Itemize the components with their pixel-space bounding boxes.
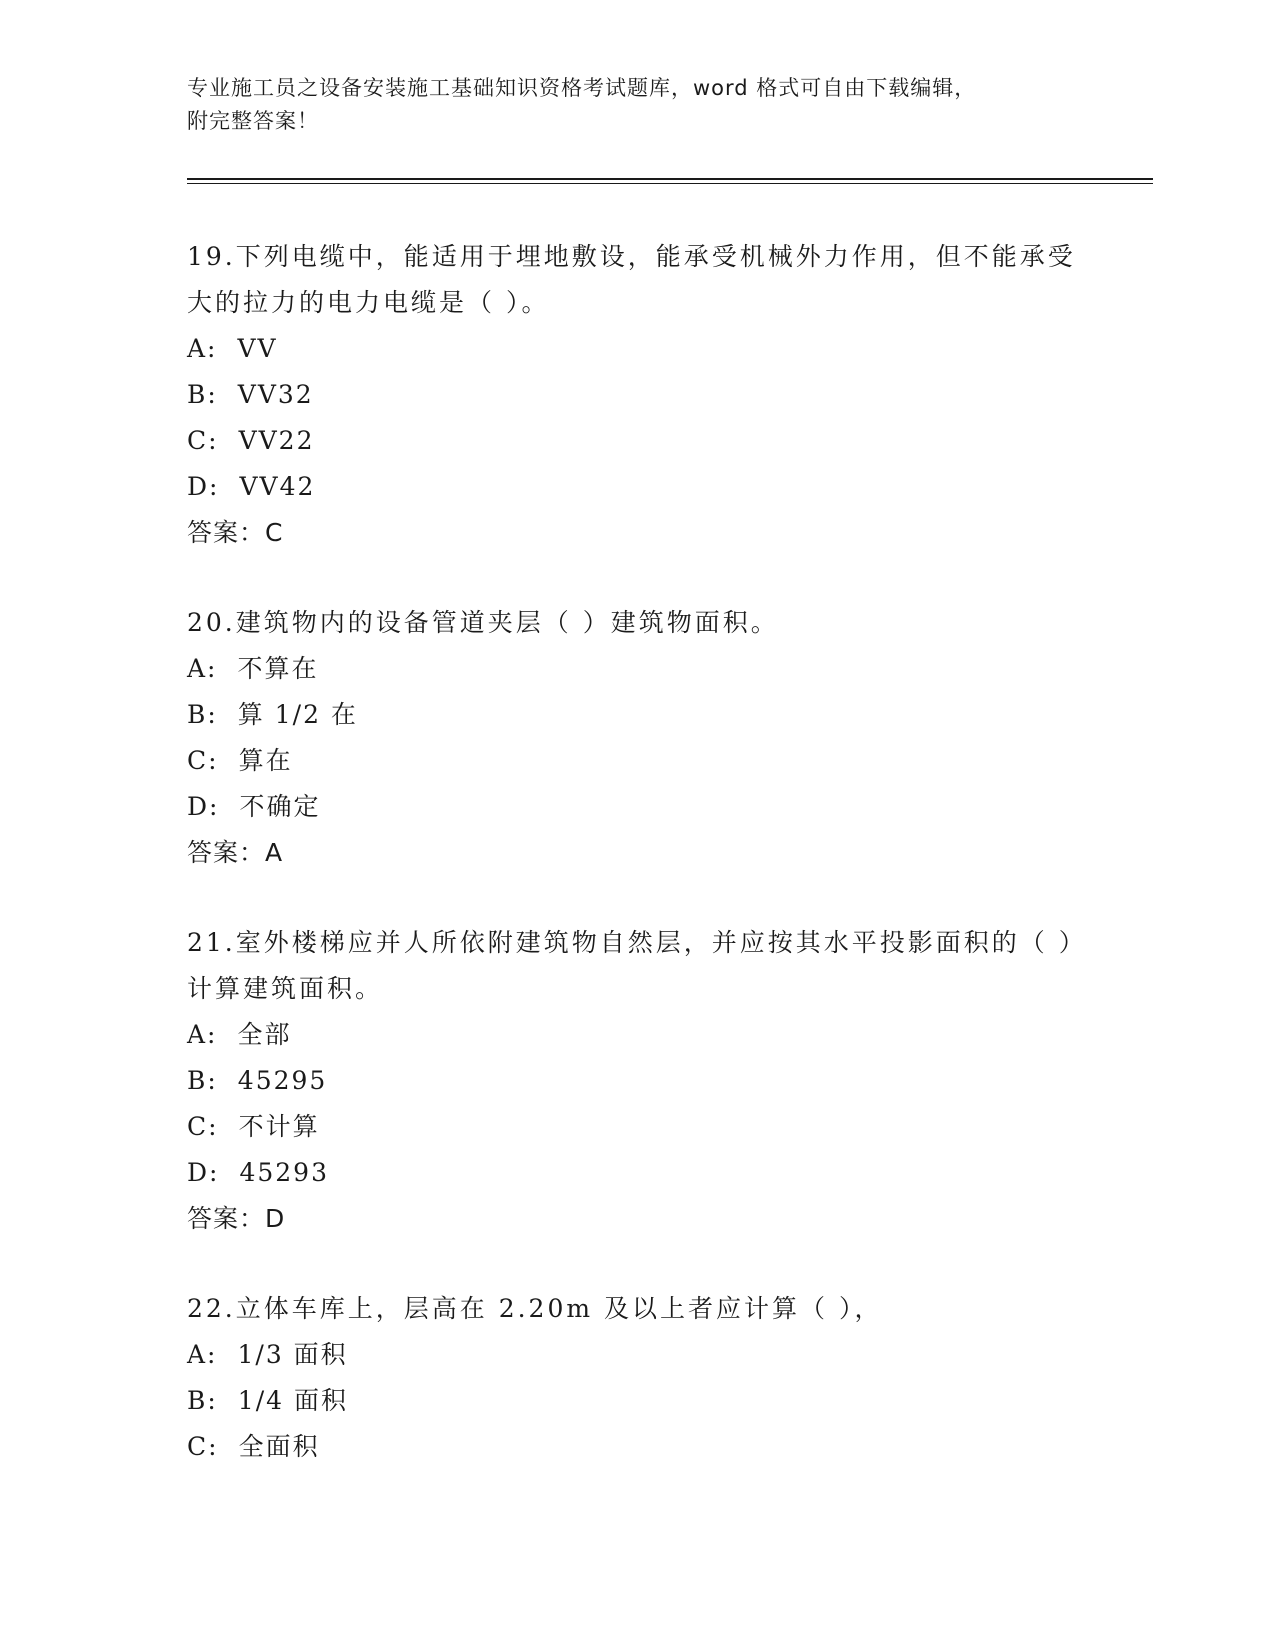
option-a: [187, 1012, 1087, 1058]
option-c: [187, 1424, 1087, 1470]
option-letter: D:: [187, 792, 220, 821]
option-a: [187, 326, 1087, 372]
question-22: [187, 1286, 1087, 1470]
answer: 答案：C: [187, 518, 284, 547]
document-header: [187, 72, 1087, 138]
option-letter: B:: [187, 700, 218, 729]
header-line-2: 附完整答案！: [187, 109, 319, 133]
question-21: [187, 920, 1087, 1242]
option-b: [187, 1378, 1087, 1424]
option-c: [187, 418, 1087, 464]
option-letter: C:: [187, 1432, 219, 1461]
option-c: [187, 738, 1087, 784]
option-b: [187, 1058, 1087, 1104]
option-c: [187, 1104, 1087, 1150]
option-d: [187, 1150, 1087, 1196]
option-letter: D:: [187, 1158, 220, 1187]
option-text: 45295: [237, 1066, 328, 1095]
option-letter: B:: [187, 380, 218, 409]
option-text: 全面积: [238, 1432, 320, 1461]
header-line-1: 专业施工员之设备安装施工基础知识资格考试题库，word 格式可自由下载编辑，: [187, 76, 977, 100]
option-letter: A:: [187, 334, 218, 363]
question-text: 22.立体车库上，层高在 2.20m 及以上者应计算（ ），: [187, 1294, 883, 1323]
option-text: 45293: [239, 1158, 329, 1187]
option-a: [187, 1332, 1087, 1378]
option-letter: D:: [187, 472, 220, 501]
question-20: [187, 600, 1087, 876]
option-text: 算在: [238, 746, 293, 775]
question-19: [187, 234, 1087, 556]
answer: 答案：D: [187, 1204, 286, 1233]
option-letter: A:: [187, 1340, 218, 1369]
option-text: 不算在: [237, 654, 319, 683]
option-text: 算 1/2 在: [237, 700, 358, 729]
option-text: 不确定: [239, 792, 321, 821]
question-text: 19.下列电缆中，能适用于埋地敷设，能承受机械外力作用，但不能承受大的拉力的电力电缆是（ ）。: [187, 242, 1076, 317]
option-text: 不计算: [238, 1112, 320, 1141]
header-divider-thick: [187, 178, 1153, 180]
option-letter: A:: [187, 654, 218, 683]
option-text: VV42: [239, 472, 316, 501]
header-divider-thin: [187, 183, 1153, 184]
option-letter: C:: [187, 426, 219, 455]
option-letter: C:: [187, 746, 219, 775]
option-text: 全部: [237, 1020, 292, 1049]
option-text: 1/3 面积: [237, 1340, 348, 1369]
option-text: VV: [237, 334, 278, 363]
option-text: 1/4 面积: [237, 1386, 348, 1415]
option-d: [187, 784, 1087, 830]
option-b: [187, 372, 1087, 418]
option-d: [187, 464, 1087, 510]
option-letter: B:: [187, 1066, 218, 1095]
question-list: [187, 234, 1087, 1514]
question-text: 21.室外楼梯应并人所依附建筑物自然层，并应按其水平投影面积的（ ）计算建筑面积。: [187, 928, 1087, 1003]
option-a: [187, 646, 1087, 692]
option-letter: A:: [187, 1020, 218, 1049]
option-letter: B:: [187, 1386, 218, 1415]
option-b: [187, 692, 1087, 738]
option-text: VV22: [238, 426, 315, 455]
option-letter: C:: [187, 1112, 219, 1141]
option-text: VV32: [237, 380, 314, 409]
answer: 答案：A: [187, 838, 284, 867]
question-text: 20.建筑物内的设备管道夹层（ ）建筑物面积。: [187, 608, 779, 637]
